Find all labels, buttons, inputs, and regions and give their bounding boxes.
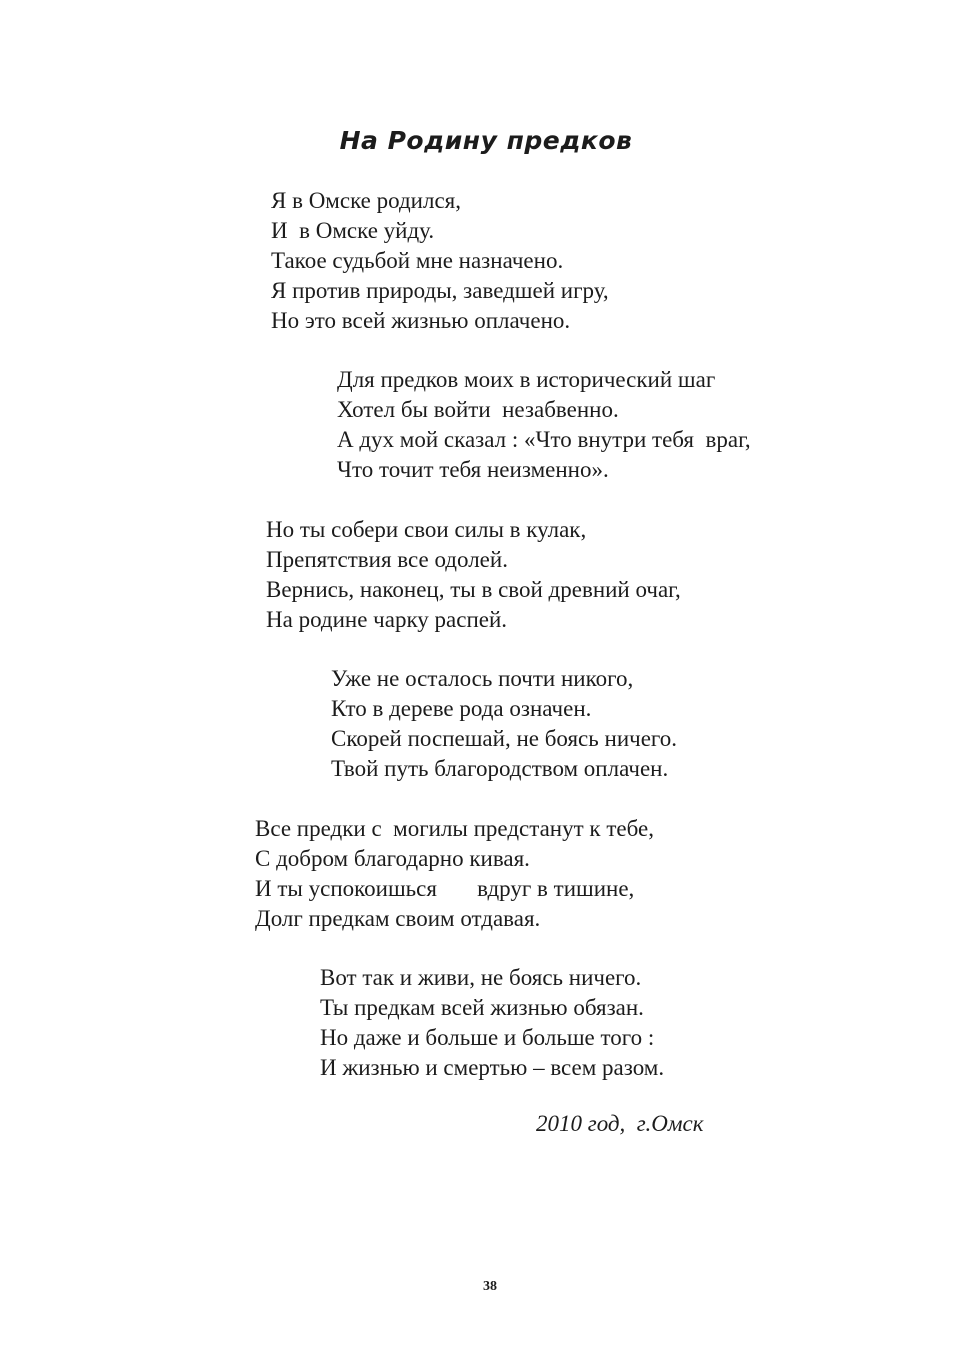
poem-line: Для предков моих в исторический шаг [337, 367, 716, 392]
poem-line: Я против природы, заведшей игру, [271, 278, 609, 303]
poem-line: Долг предкам своим отдавая. [255, 906, 541, 931]
page-number: 38 [483, 1279, 497, 1294]
stanza-6 [320, 963, 664, 1083]
poem-line: На родине чарку распей. [266, 607, 508, 632]
poem-line: Все предки с могилы предстанут к тебе, [255, 816, 654, 841]
poem-line: Вернись, наконец, ты в свой древний очаг, [266, 577, 681, 602]
poem-line: Хотел бы войти незабвенно. [337, 397, 619, 422]
poem-line: Но ты собери свои силы в кулак, [266, 517, 587, 542]
poem-line: И ты успокоишься вдруг в тишине, [255, 876, 635, 901]
stanza-3 [266, 515, 681, 635]
poem-line: С добром благодарно кивая. [255, 846, 530, 871]
stanza-4 [331, 664, 677, 784]
signature-date-place: 2010 год, г.Омск [536, 1111, 704, 1136]
poem-line: Ты предкам всей жизнью обязан. [320, 995, 644, 1020]
poem-line: Скорей поспешай, не боясь ничего. [331, 726, 678, 751]
poem-line: Вот так и живи, не боясь ничего. [320, 965, 642, 990]
poem-line: И жизнью и смертью – всем разом. [320, 1055, 665, 1080]
poem-line: Уже не осталось почти никого, [331, 666, 634, 691]
stanza-2 [337, 365, 751, 485]
poem-line: Кто в дереве рода означен. [331, 696, 592, 721]
poem-title: На Родину предков [339, 126, 633, 155]
stanza-1 [271, 186, 609, 336]
poem-line: Но это всей жизнью оплачено. [271, 308, 571, 333]
poem-line: Препятствия все одолей. [266, 547, 508, 572]
poem-line: Я в Омске родился, [271, 188, 461, 213]
poem-line: Что точит тебя неизменно». [337, 457, 609, 482]
poem-line: Такое судьбой мне назначено. [271, 248, 564, 273]
poem-line: И в Омске уйду. [271, 218, 435, 243]
poem-line: А дух мой сказал : «Что внутри тебя враг, [337, 427, 751, 452]
stanza-5 [255, 814, 654, 934]
poem-line: Но даже и больше и больше того : [320, 1025, 655, 1050]
poem-line: Твой путь благородством оплачен. [331, 756, 669, 781]
